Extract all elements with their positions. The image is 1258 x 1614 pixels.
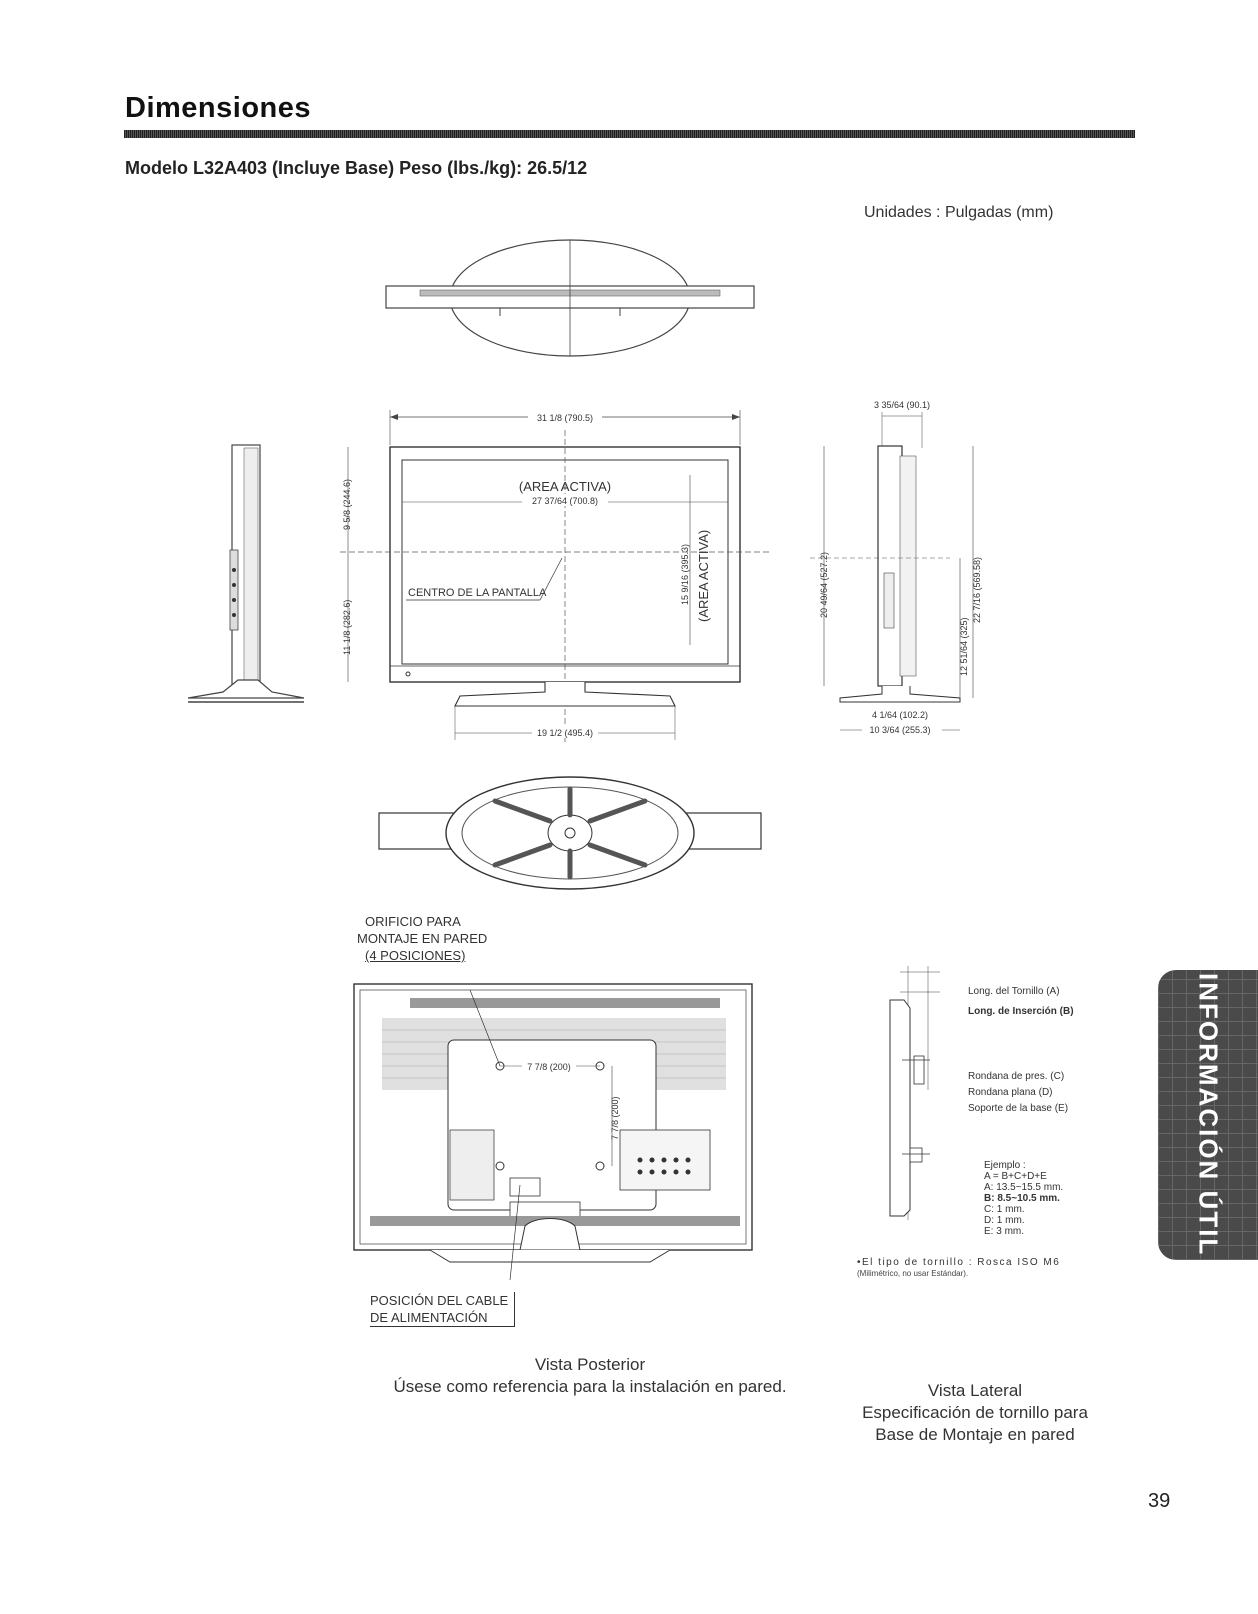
mount-hole-label bbox=[357, 913, 488, 964]
base-depth-inner-dim: 4 1/64 (102.2) bbox=[871, 710, 929, 720]
power-label-line-2: DE ALIMENTACIÓN bbox=[370, 1310, 488, 1325]
rear-view-drawing bbox=[350, 980, 760, 1280]
screw-note bbox=[857, 1257, 1060, 1279]
washer-pres-label: Rondana de pres. (C) bbox=[968, 1071, 1065, 1082]
washer-flat-label: Rondana plana (D) bbox=[968, 1087, 1053, 1098]
base-width-dim: 19 1/2 (495.4) bbox=[536, 728, 594, 738]
height-with-base-dim: 22 7/16 (569.58) bbox=[972, 556, 982, 623]
screw-example bbox=[984, 1160, 1063, 1237]
top-view-drawing bbox=[380, 238, 760, 358]
mount-hole-label-line-3: (4 POSICIONES) bbox=[365, 948, 466, 963]
formula-label: A = B+C+D+E bbox=[984, 1171, 1047, 1182]
a-value: A: 13.5~15.5 mm. bbox=[984, 1182, 1064, 1193]
c-value: C: 1 mm. bbox=[984, 1204, 1025, 1215]
page-title: Dimensiones bbox=[125, 92, 311, 124]
active-height-dim: 15 9/16 (395.3) bbox=[680, 543, 690, 605]
mount-hole-label-line-2: MONTAJE EN PARED bbox=[357, 931, 488, 946]
units-label: Unidades : Pulgadas (mm) bbox=[864, 204, 1054, 221]
front-width-dim: 31 1/8 (790.5) bbox=[536, 413, 594, 423]
hole-h-spacing-dim: 7 7/8 (200) bbox=[527, 1062, 571, 1072]
lower-height-dim: 11 1/8 (282.6) bbox=[342, 599, 352, 655]
section-tab-label-wrap bbox=[1158, 970, 1258, 1260]
center-height-dim: 12 51/64 (325) bbox=[959, 617, 969, 676]
base-support-label: Soporte de la base (E) bbox=[968, 1103, 1069, 1114]
side-view-caption bbox=[840, 1380, 1110, 1446]
active-area-vertical: (AREA ACTIVA) bbox=[696, 529, 711, 622]
side-total-height-dim: 20 49/64 (527.2) bbox=[819, 551, 829, 618]
section-tab-label: INFORMACIÓN ÚTIL bbox=[1193, 973, 1224, 1257]
center-label: CENTRO DE LA PANTALLA bbox=[408, 587, 547, 599]
power-label-line-1: POSICIÓN DEL CABLE bbox=[370, 1293, 509, 1308]
side-caption-line-1: Vista Lateral bbox=[927, 1381, 1023, 1400]
left-profile-drawing bbox=[188, 440, 308, 710]
active-area-label: (AREA ACTIVA) bbox=[518, 479, 612, 494]
side-view-drawing bbox=[810, 398, 1010, 758]
base-depth-dim: 10 3/64 (255.3) bbox=[869, 725, 931, 735]
side-caption-line-3: Base de Montaje en pared bbox=[875, 1425, 1075, 1444]
rear-view-caption bbox=[370, 1354, 810, 1398]
power-cable-label bbox=[370, 1292, 515, 1327]
insert-length-label: Long. de Inserción (B) bbox=[968, 1006, 1074, 1017]
title-rule bbox=[124, 130, 1135, 138]
bottom-view-drawing bbox=[375, 775, 765, 905]
screw-length-label: Long. del Tornillo (A) bbox=[968, 986, 1060, 997]
side-caption-line-2: Especificación de tornillo para bbox=[862, 1403, 1088, 1422]
side-depth-dim: 3 35/64 (90.1) bbox=[873, 400, 931, 410]
screw-note-line-1: •El tipo de tornillo : Rosca ISO M6 bbox=[857, 1257, 1061, 1268]
screw-spec-labels bbox=[968, 986, 1074, 1114]
mount-hole-label-line-1: ORIFICIO PARA bbox=[365, 914, 461, 929]
e-value: E: 3 mm. bbox=[984, 1226, 1025, 1237]
front-view-drawing bbox=[340, 400, 780, 750]
active-width-dim: 27 37/64 (700.8) bbox=[531, 496, 599, 506]
rear-caption-line-2: Úsese como referencia para la instalación en pared. bbox=[393, 1377, 787, 1396]
page-number: 39 bbox=[1148, 1490, 1171, 1512]
model-subtitle: Modelo L32A403 (Incluye Base) Peso (lbs./kg): 26.5/12 bbox=[125, 158, 588, 178]
screw-note-line-2: (Milimétrico, no usar Estándar). bbox=[857, 1269, 969, 1278]
upper-height-dim: 9 5/8 (244.6) bbox=[342, 478, 352, 530]
hole-v-spacing-dim: 7 7/8 (200) bbox=[610, 1096, 620, 1140]
rear-caption-line-1: Vista Posterior bbox=[534, 1355, 646, 1374]
d-value: D: 1 mm. bbox=[984, 1215, 1025, 1226]
example-label: Ejemplo : bbox=[984, 1160, 1026, 1171]
b-value: B: 8.5~10.5 mm. bbox=[984, 1193, 1060, 1204]
